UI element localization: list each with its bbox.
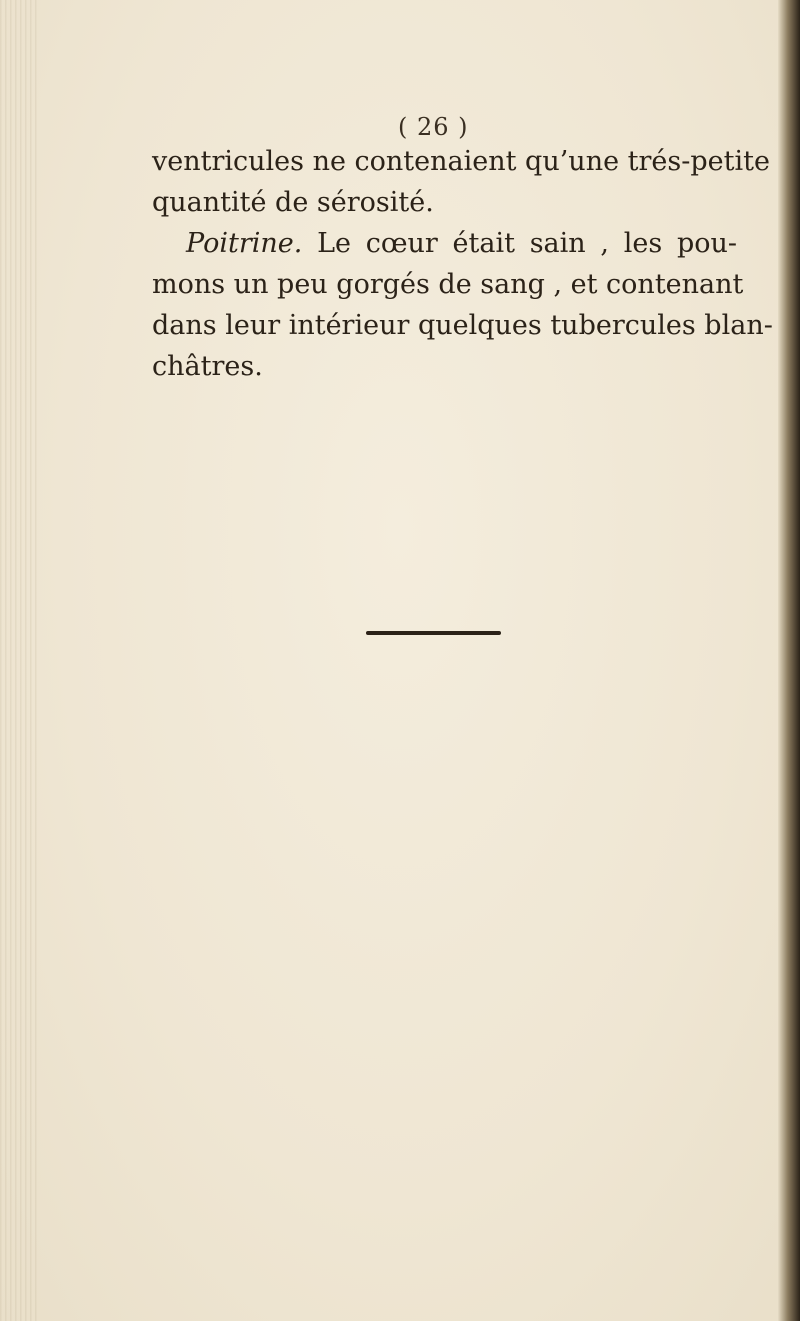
page-binding-edge [778, 0, 800, 1321]
page-left-edge [0, 0, 40, 1321]
section-heading: Poitrine. [186, 228, 303, 259]
text-line: mons un peu gorgés de sang , et contenant [152, 269, 744, 300]
text-line [152, 223, 737, 264]
page-number: ( 26 ) [398, 113, 469, 141]
text-line: dans leur intérieur quelques tubercules blan- [152, 310, 773, 341]
text-line: châtres. [152, 351, 263, 382]
body-text [152, 141, 773, 387]
text-line-content: Le cœur était sain , les pou- [317, 228, 737, 259]
section-rule [366, 631, 501, 635]
text-line: ventricules ne contenaient qu’une trés-petite [152, 146, 770, 177]
text-line: quantité de sérosité. [152, 187, 434, 218]
